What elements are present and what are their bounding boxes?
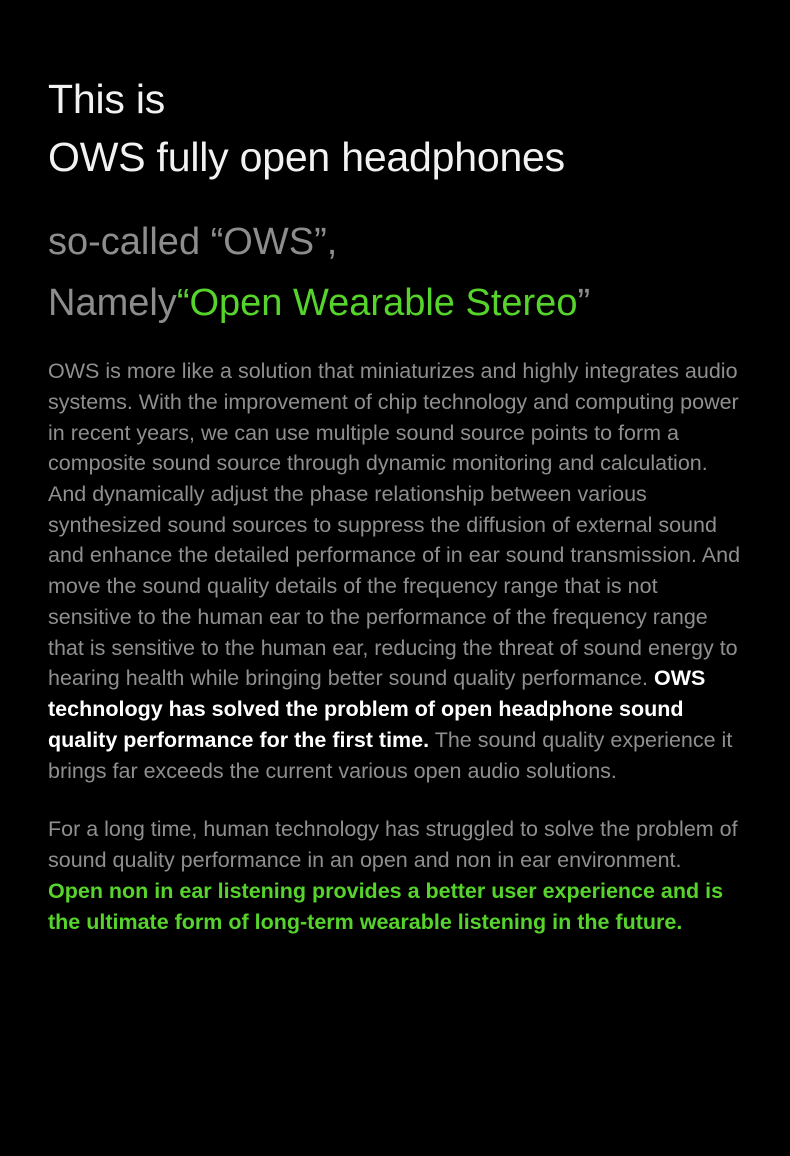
paragraph-1-emphasis: OWS technology has solved the problem of open headphone sound quality performance for the first time. xyxy=(48,666,706,752)
paragraph-2 xyxy=(48,814,742,937)
subhead-quoted-term: “OWS” xyxy=(210,221,327,264)
headline-line-2: OWS fully open headphones xyxy=(48,134,565,181)
headline-line-1: This is xyxy=(48,76,166,122)
paragraph-1-part-2: The sound quality experience it brings far exceeds the current various open audio solutions. xyxy=(48,727,733,783)
subhead-line-2 xyxy=(48,273,742,334)
paragraph-2-part-1: For a long time, human technology has struggled to solve the problem of sound quality performance in an open and non in ear environment. xyxy=(48,817,738,873)
subhead-open-quote: “ xyxy=(176,282,190,325)
subhead-suffix: , xyxy=(326,221,338,264)
subhead-block xyxy=(48,212,742,334)
subhead-prefix: so-called xyxy=(48,221,211,264)
body-copy xyxy=(48,356,742,937)
paragraph-1 xyxy=(48,356,742,786)
subhead-namely-label: Namely xyxy=(48,282,177,325)
paragraph-1-part-1: OWS is more like a solution that miniaturizes and highly integrates audio systems. With the improvement of chip technology and computing power in recent years, we can use multiple sound source points to form a composite sound source through dynamic monitoring and calculation. And dynamically adjust the phase relationship between various synthesized sound sources to suppress the diffusion of external sound and enhance the detailed performance of in ear sound transmission. And move the sound quality details of the frequency range that is not sensitive to the human ear to the performance of the frequency range that is sensitive to the human ear, reducing the threat of sound energy to hearing health while bringing better sound quality performance. xyxy=(48,359,741,691)
subhead-line-1 xyxy=(48,212,742,273)
paragraph-2-accent: Open non in ear listening provides a better user experience and is the ultimate form of long-term wearable listening in the future. xyxy=(48,878,724,934)
subhead-accent-term: Open Wearable Stereo xyxy=(189,282,578,325)
subhead-close-quote: ” xyxy=(577,282,591,325)
headline-block xyxy=(48,0,742,186)
